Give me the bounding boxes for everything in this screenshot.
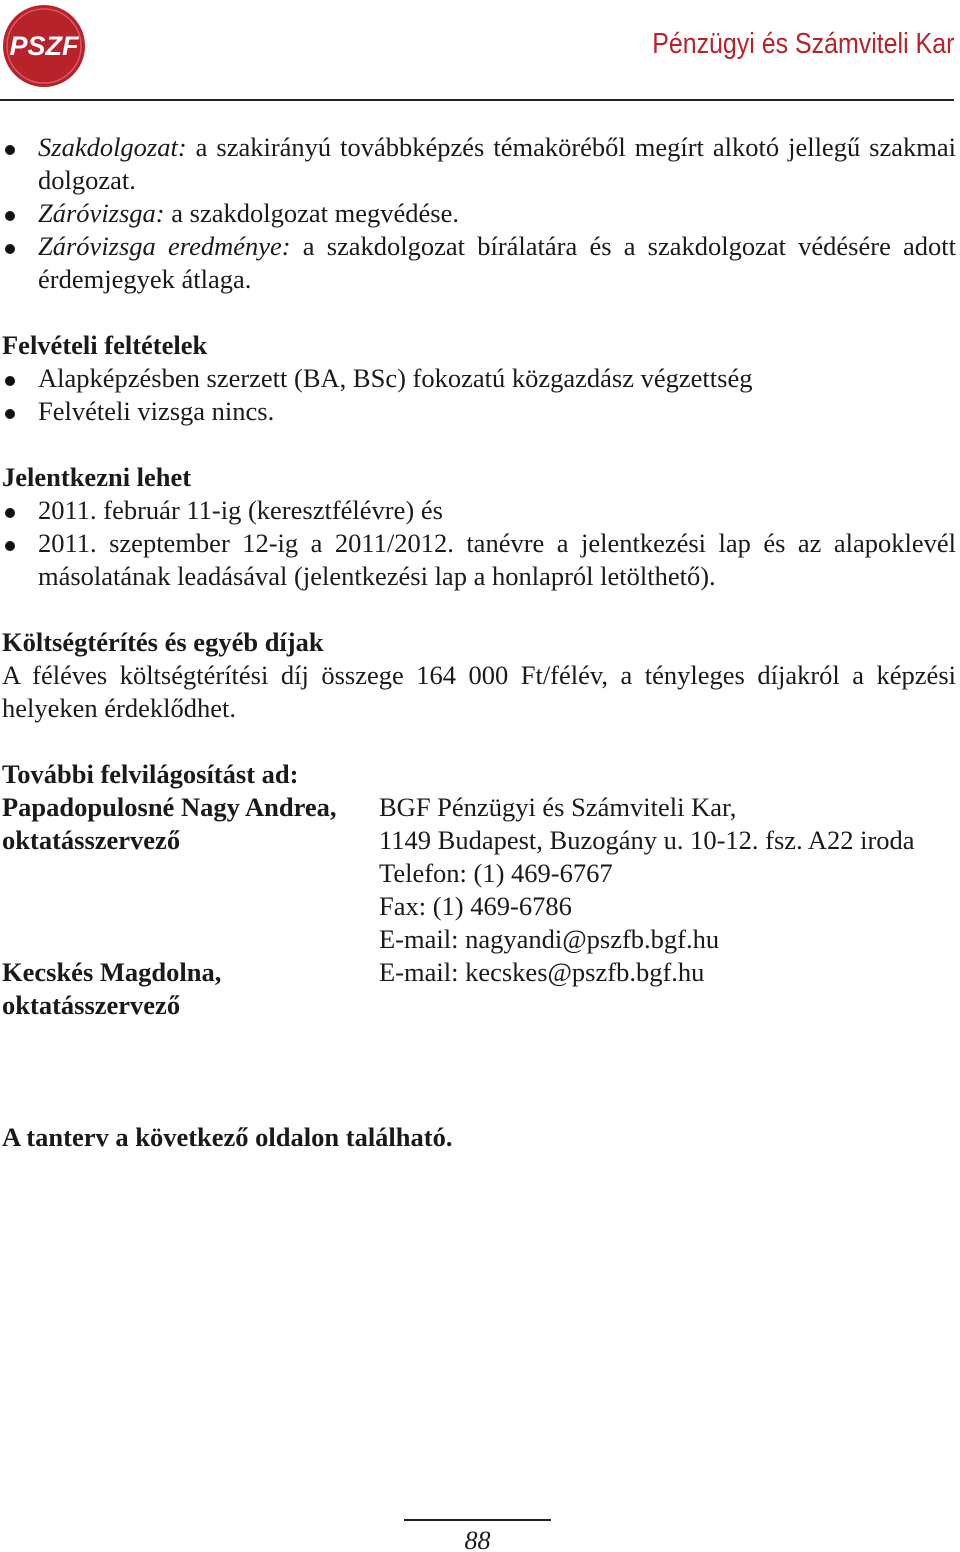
pszf-logo <box>2 4 86 88</box>
definition-item <box>2 197 956 230</box>
contact-row <box>2 989 956 1022</box>
fees-text: A féléves költségtérítési díj összege 164 000 Ft/félév, a tényleges díjakról a képzési helyeken érdeklődhet. <box>2 660 956 723</box>
list-item: Felvételi vizsga nincs. <box>2 395 956 428</box>
contact-row <box>2 890 956 923</box>
contact-row <box>2 824 956 857</box>
contact-name: Kecskés Magdolna, <box>2 957 222 987</box>
contact-fax: Fax: (1) 469-6786 <box>379 891 572 921</box>
contact-row <box>2 956 956 989</box>
faculty-title: Pénzügyi és Számviteli Kar <box>651 28 954 60</box>
contact-email: E-mail: kecskes@pszfb.bgf.hu <box>379 957 705 987</box>
fees-heading: Költségtérítés és egyéb díjak <box>2 627 324 657</box>
definition-item <box>2 230 956 296</box>
contact-row <box>2 923 956 956</box>
apply-list <box>2 494 956 593</box>
list-item: Alapképzésben szerzett (BA, BSc) fokozatú közgazdász végzettség <box>2 362 956 395</box>
contact-email: E-mail: nagyandi@pszfb.bgf.hu <box>379 924 720 954</box>
logo-text: PSZF <box>9 31 79 61</box>
contact-role: oktatásszervező <box>2 990 181 1020</box>
next-page-note: A tanterv a következő oldalon található. <box>2 1122 453 1152</box>
list-item: 2011. szeptember 12-ig a 2011/2012. tanévre a jelentkezési lap és az alapoklevél másolatának leadásával (jelentkezési lap a honlapról letölthető). <box>2 527 956 593</box>
page-body <box>2 131 956 1154</box>
admission-heading: Felvételi feltételek <box>2 330 208 360</box>
contact-phone: Telefon: (1) 469-6767 <box>379 858 613 888</box>
contact-row <box>2 857 956 890</box>
definition-term: Záróvizsga eredménye: <box>38 231 291 261</box>
list-item: 2011. február 11-ig (keresztfélévre) és <box>2 494 956 527</box>
info-heading: További felvilágosítást ad: <box>2 759 299 789</box>
header-divider <box>0 99 954 101</box>
definition-text: a szakdolgozat megvédése. <box>164 198 459 228</box>
contact-address: BGF Pénzügyi és Számviteli Kar, <box>379 792 737 822</box>
page-header <box>0 0 960 104</box>
contact-role: oktatásszervező <box>2 825 181 855</box>
definition-term: Szakdolgozat: <box>38 132 187 162</box>
definition-list <box>2 131 956 296</box>
contact-address: 1149 Budapest, Buzogány u. 10-12. fsz. A22 iroda <box>379 825 915 855</box>
contact-table <box>2 791 956 1022</box>
footer-divider <box>404 1519 551 1521</box>
page-number: 88 <box>464 1526 491 1552</box>
contact-name: Papadopulosné Nagy Andrea, <box>2 792 337 822</box>
definition-text: a szakirányú továbbképzés témaköréből megírt alkotó jellegű szakmai dolgozat. <box>38 132 956 195</box>
admission-list <box>2 362 956 428</box>
definition-text: a szakdolgozat bírálatára és a szakdolgozat védésére adott érdemjegyek átlaga. <box>38 231 957 294</box>
contact-row <box>2 791 956 824</box>
definition-term: Záróvizsga: <box>38 198 165 228</box>
definition-item <box>2 131 956 197</box>
apply-heading: Jelentkezni lehet <box>2 462 192 492</box>
